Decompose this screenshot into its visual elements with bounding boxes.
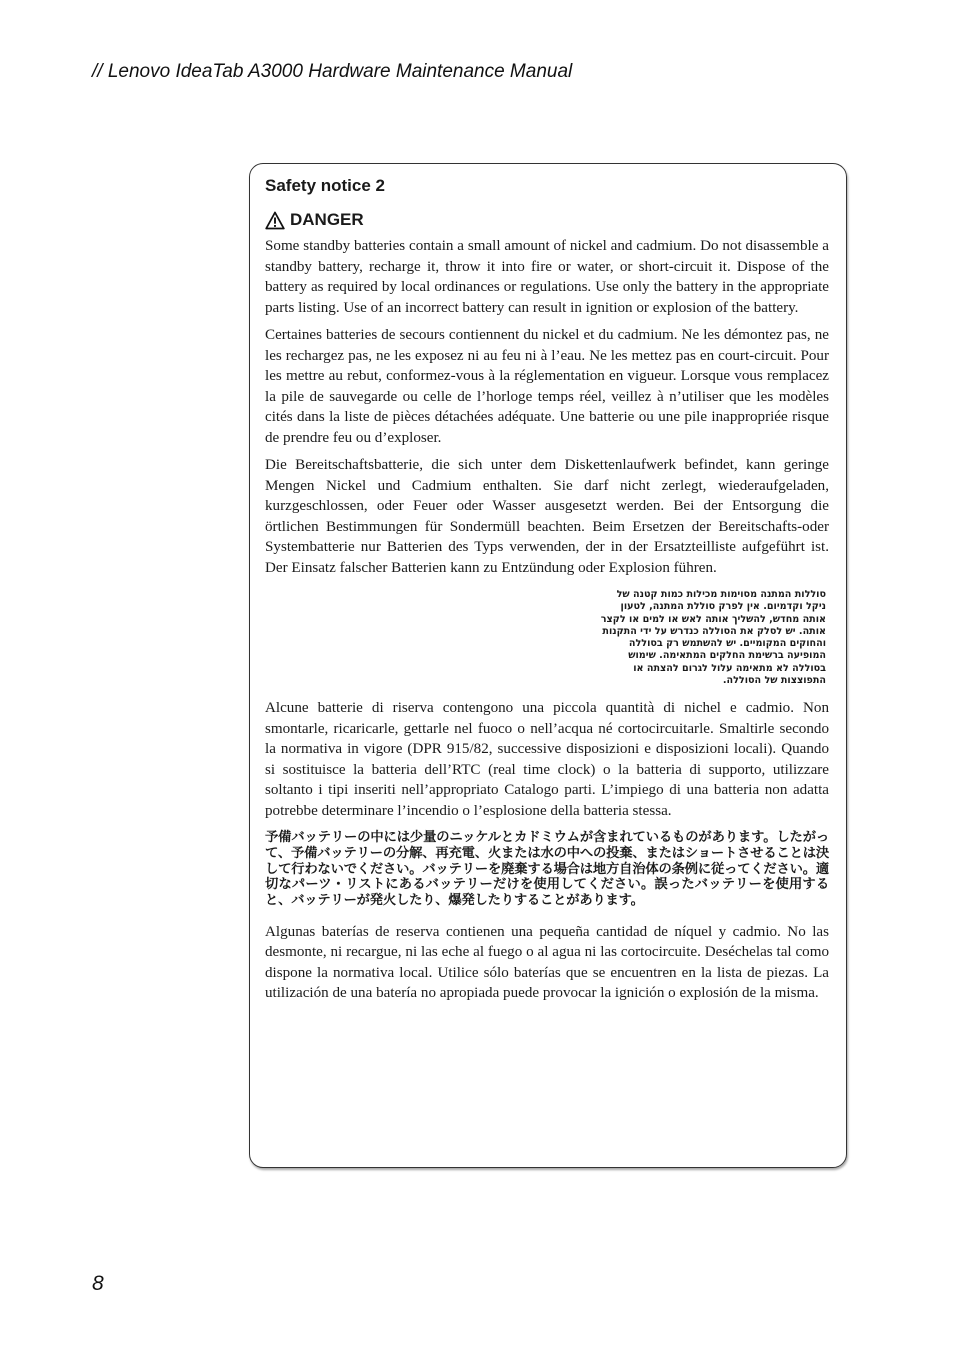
notice-title: Safety notice 2 xyxy=(265,176,385,195)
notice-paragraph-italian: Alcune batterie di riserva contengono una piccola quantità di nichel e cadmio. Non smontarle, ricaricarle, gettarle nel fuoco o nell’acqua né cortocircuitarle. Smaltirle secondo la normativa in vigore (DPR 915/82, successive disposizioni e disposizioni locali). Quando si sostituisce la batteria dell’RTC (real time clock) o la batteria di supporto, utilizzare soltanto i tipi inseriti nell’appropriato Catalogo parti. L’impiego di una batteria non adatta potrebbe determinare l’incendio o l’esplosione della batteria stessa. xyxy=(265,700,829,819)
danger-label: DANGER xyxy=(290,210,364,229)
notice-paragraph-french: Certaines batteries de secours contiennent du nickel et du cadmium. Ne les démontez pas, ne les rechargez pas, ne les exposez ni au feu ni à l’eau. Ne les mettez pas en court-circuit. Pour les mettre au rebut, conformez-vous à la réglementation en vigueur. Lorsque vous remplacez la pile de sauvegarde ou celle de l’horloge temps réel, veillez à n’utiliser que les modèles cités dans la liste de pièces détachées adéquate. Une batterie ou une pile inappropriée risque de prendre feu ou d’exploser. xyxy=(265,327,829,446)
notice-paragraph-spanish: Algunas baterías de reserva contienen una pequeña cantidad de níquel y cadmio. No las desmonte, ni recargue, ni las eche al fuego o al agua ni las cortocircuite. Deséchelas tal como dispone la normativa local. Utilice sólo baterías que se encuentren en la lista de piezas. La utilización de una batería no apropiada puede provocar la ignición o explosión de la misma. xyxy=(265,923,829,1002)
notice-paragraph-english: Some standby batteries contain a small amount of nickel and cadmium. Do not disassemble a standby battery, recharge it, throw it into fire or water, or short-circuit it. Dispose of the battery as required by local ordinances or regulations. Use only the battery in the appropriate parts listing. Use of an incorrect battery can result in ignition or explosion of the battery. xyxy=(265,238,829,316)
danger-heading xyxy=(265,208,829,232)
page-number: 8 xyxy=(92,1272,104,1295)
safety-notice-box xyxy=(249,163,847,1168)
notice-paragraph-german: Die Bereitschaftsbatterie, die sich unter dem Diskettenlaufwerk befindet, kann geringe Mengen Nickel und Cadmium enthalten. Sie darf nicht zerlegt, wiederaufgeladen, kurzgeschlossen, oder Feuer oder Wasser ausgesetzt werden. Bei der Entsorgung die örtlichen Bestimmungen für Sondermüll beachten. Beim Ersetzen der Bereitschafts-oder Systembatterie nur Batterien des Typs verwenden, der in der Ersatzteilliste aufgeführt ist. Der Einsatz falscher Batterien kann zu Entzündung oder Explosion führen. xyxy=(265,457,829,576)
notice-paragraph-japanese: 予備バッテリーの中には少量のニッケルとカドミウムが含まれているものがあります。したがって、予備バッテリーの分解、再充電、火または水の中への投棄、またはショートさせることは決して行わないでください。バッテリーを廃棄する場合は地方自治体の条例に従ってください。適切なパーツ・リストにあるバッテリーだけを使用してください。誤ったバッテリーを使用すると、バッテリーが発火したり、爆発したりすることがあります。 xyxy=(265,830,829,908)
warning-triangle-icon xyxy=(265,211,285,230)
notice-paragraph-hebrew: סוללות המתנה מסוימות מכילות כמות קטנה של ניקל וקדמיום. אין לפרק סוללת המתנה, לטעון אותה מחדש, להשליך אותה לאש או למים או לקצר אותה. יש לסלק את הסוללה כנדרש על ידי התקנות והחוקים המקומיים. יש להשתמש רק בסוללה המופיעה ברשימת החלקים המתאימה. שימוש בסוללה לא מתאימה עלול לגרום להצתה או התפוצצות של הסוללה. xyxy=(600,589,826,687)
document-header: // Lenovo IdeaTab A3000 Hardware Maintenance Manual xyxy=(92,61,573,82)
